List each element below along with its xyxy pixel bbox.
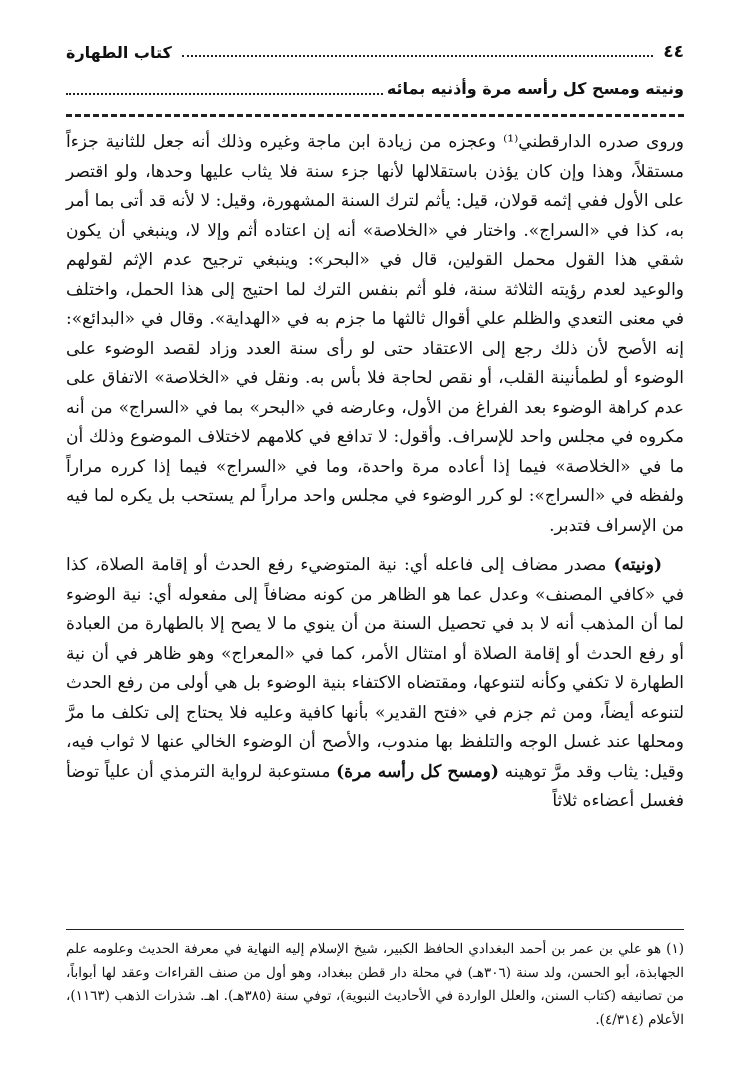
paragraph-2-lead: (ونيته) xyxy=(613,555,662,575)
paragraph-2-tail: مستوعبة لرواية الترمذي أن علياً توضأ فغسل أعضاءه ثلاثاً xyxy=(66,761,684,811)
paragraph-2 xyxy=(66,551,684,817)
paragraph-1: وروى صدره الدارقطني⁽¹⁾ وعجزه من زيادة ابن ماجة وغيره وذلك أنه جعل للثانية جزءاً مستقلاً، وهذا وإن كان يؤذن باستقلالها لأنها جزء سنة فلا يثاب عليها وحدها، ولو اقتصر على الأول ففي إثمه قولان، قيل: يأثم لترك السنة المشهورة، وقيل: لا لأنه قد أتى بما أمر به، كذا في «السراج». واختار في «الخلاصة» أنه إن اعتاده أثم وإلا لا، وينبغي أن يكون شقي هذا القول محمل القولين، قال في «البحر»: وينبغي ترجيح عدم الإثم لقولهم والوعيد لعدم رؤيته الثلاثة سنة، فلو أثم بنفس الترك لما احتيج إلى هذا الحمل، واختلف في معنى التعدي والظلم علي أقوال ثالثها ما جزم به في «الهداية». وقال في «البدائع»: إنه الأصح لأن ذلك رجع إلى الاعتقاد حتى لو رأى سنة العدد وزاد لقصد الوضوء على الوضوء أو لطمأنينة القلب، أو نقص لحاجة فلا بأس به. ونقل في «الخلاصة» الاتفاق على عدم كراهة الوضوء بعد الفراغ من الأول، وعارضه في «البحر» بما في «السراج» من أنه مكروه في مجلس واحد للإسراف. وأقول: لا تدافع في كلامهم لاختلاف الموضوع وذلك أن ما في «الخلاصة» فيما إذا أعاده مرة واحدة، وما في «السراج» فيما إذا كرره مراراً ولفظه في «السراج»: لو كرر الوضوء في مجلس واحد مراراً لم يستحب بل يكره لما فيه من الإسراف فتدبر. xyxy=(66,132,684,536)
footnote-divider xyxy=(66,929,684,930)
section-heading xyxy=(66,74,684,102)
footnote xyxy=(66,938,684,1032)
paragraph-2-bold-term: (ومسح كل رأسه مرة) xyxy=(336,761,499,782)
section-title: ونيته ومسح كل رأسه مرة وأذنيه بمائه xyxy=(386,78,684,98)
section-dashed-divider xyxy=(66,114,684,117)
footnote-1: (١) هو علي بن عمر بن أحمد البغدادي الحافظ الكبير، شيخ الإسلام إليه النهاية في معرفة الحديث وعلومه علم الجهابذة، أبو الحسن، ولد سنة (٣٠٦هـ) في محلة دار قطن ببغداد، وهو أول من صنف القراءات وعقد لها أبواباً، من تصانيفه (كتاب السنن، والعلل الواردة في الأحاديث النبوية)، توفي سنة (٣٨٥هـ). اهـ. شذرات الذهب (١١٦٣)، الأعلام (٤/٣١٤). xyxy=(66,941,684,1028)
header-dotted-leader xyxy=(182,55,653,57)
section-dotted-leader xyxy=(66,93,383,95)
main-text xyxy=(66,128,684,817)
paragraph-2-main: مصدر مضاف إلى فاعله أي: نية المتوضيء رفع الحدث أو إقامة الصلاة، كذا في «كافي المصنف» وعدل عما هو الظاهر من كونه مضافاً إلى مفعوله أي: نية الوضوء لما أن المذهب أنه لا بد في تحصيل السنة من أن ينوي ما لا يصح إلا بالطهارة من العبادة أو رفع الحدث أو إقامة الصلاة أو امتثال الأمر، كما في «المعراج» وهو ظاهر في أن نية الطهارة لا تكفي وكأنه لتنوعها، ومقتضاه الاكتفاء بنية الوضوء بل هي أولى من رفع الحدث لتنوعه أيضاً، ومن ثم جزم في «فتح القدير» بأنها كافية وعليه فلا يحتاج إلى تكلف ما مرَّ ومحلها عند غسل الوجه والتلفظ بها مندوب، والأصح أن الوضوء الخالي عنها لا ثواب فيه، وقيل: يثاب وقد مرَّ توهينه xyxy=(66,555,684,782)
page-number: ٤٤ xyxy=(663,42,684,62)
running-header xyxy=(66,40,684,64)
book-title: كتاب الطهارة xyxy=(66,42,172,62)
